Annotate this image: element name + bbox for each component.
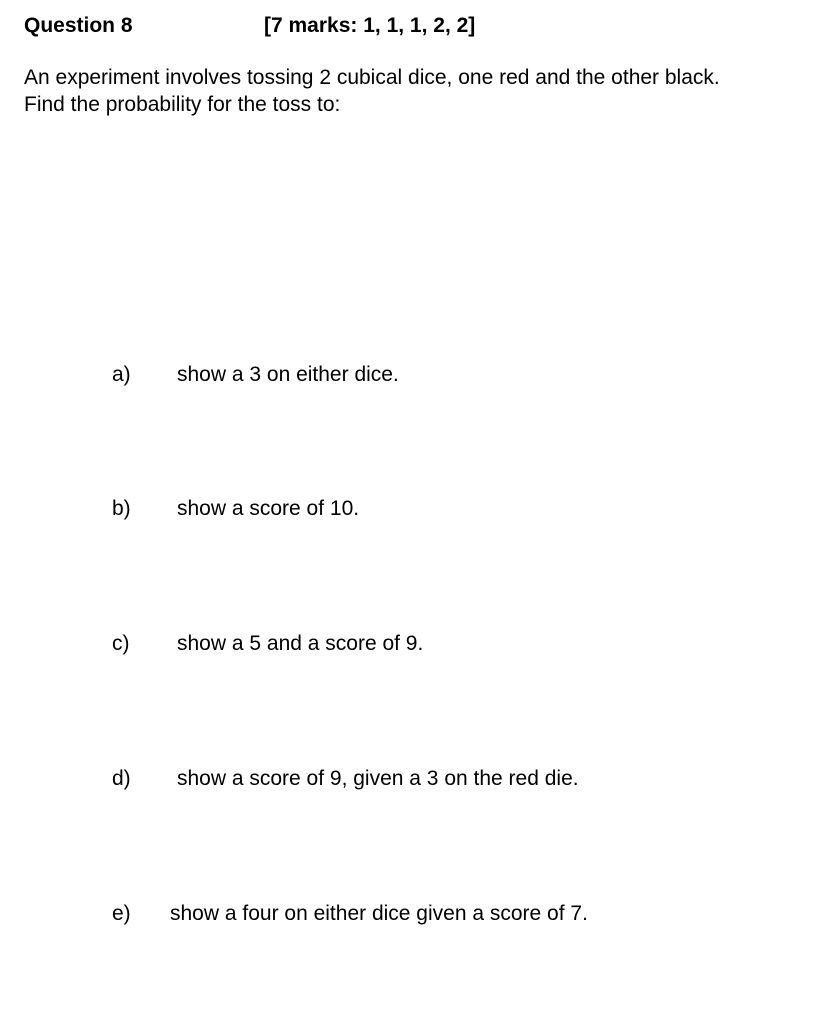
part-c-label: c) — [112, 632, 130, 655]
part-d-label: d) — [112, 767, 131, 790]
part-a-label: a) — [112, 363, 131, 386]
question-intro — [24, 64, 720, 118]
part-e-text: show a four on either dice given a score of 7. — [170, 902, 588, 925]
intro-line-1: An experiment involves tossing 2 cubical dice, one red and the other black. — [24, 66, 720, 89]
part-b-label: b) — [112, 497, 131, 520]
marks-allocation: [7 marks: 1, 1, 1, 2, 2] — [264, 14, 476, 37]
part-e-label: e) — [112, 902, 131, 925]
part-a-text: show a 3 on either dice. — [177, 363, 399, 386]
part-c-text: show a 5 and a score of 9. — [177, 632, 424, 655]
part-d-text: show a score of 9, given a 3 on the red die. — [177, 767, 579, 790]
question-title: Question 8 — [24, 14, 133, 37]
intro-line-2: Find the probability for the toss to: — [24, 93, 341, 116]
part-b-text: show a score of 10. — [177, 497, 360, 520]
